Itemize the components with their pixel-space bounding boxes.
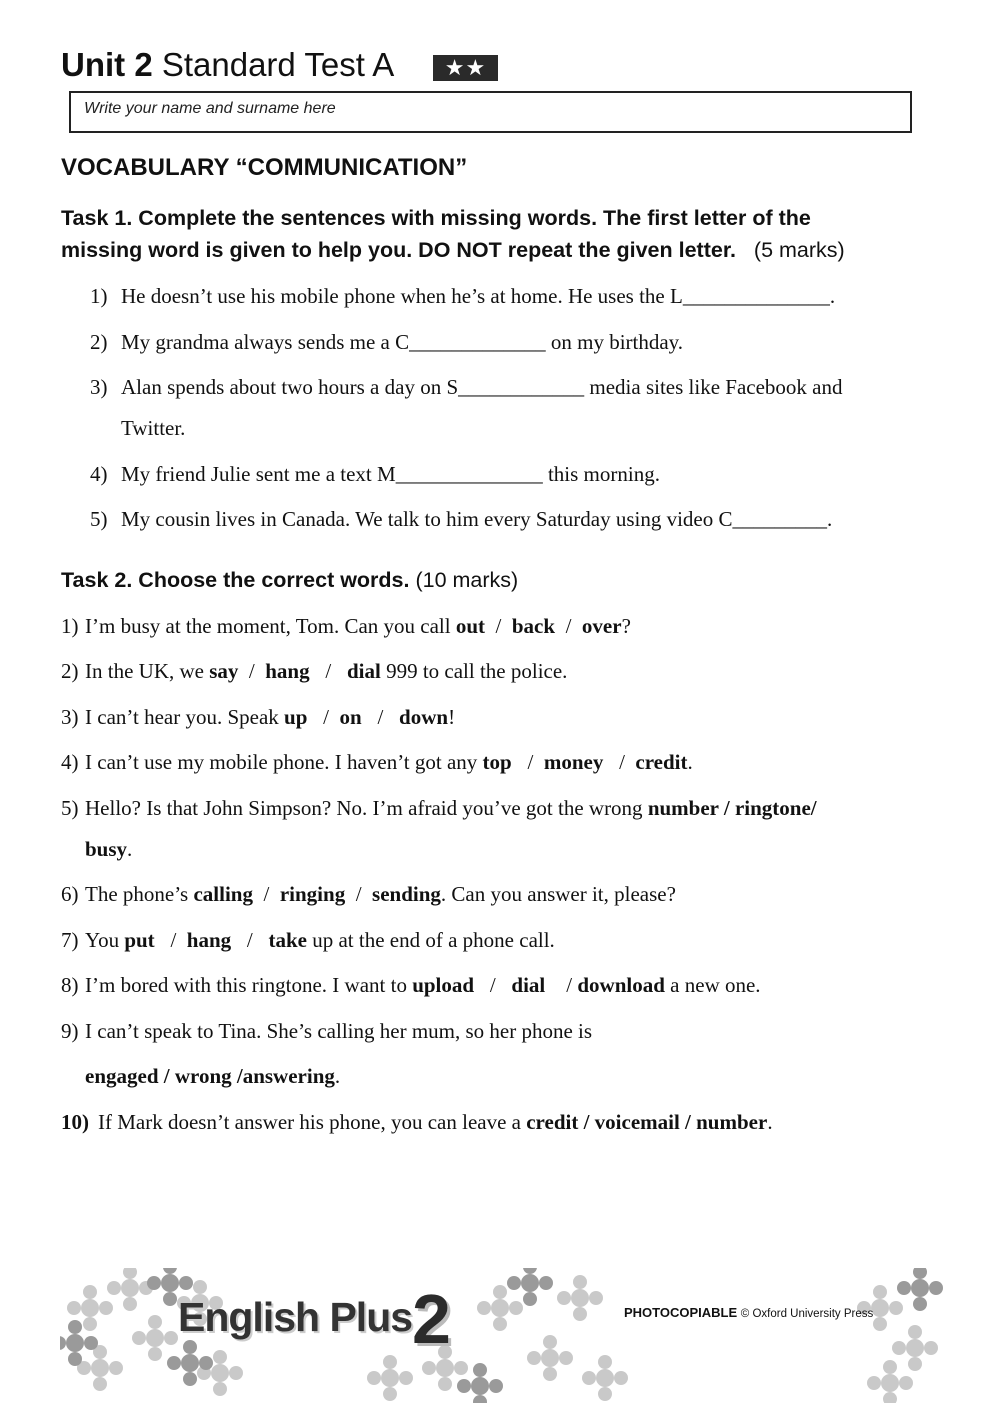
item-number: 7) xyxy=(61,928,79,952)
item-text-end: . xyxy=(767,1110,773,1134)
logo-level-number: 2 xyxy=(412,1280,451,1358)
option-1[interactable]: put xyxy=(124,928,155,952)
task1-item xyxy=(90,284,835,309)
option-1[interactable]: up xyxy=(284,705,308,729)
item-text: My friend Julie sent me a text M______________ this morning. xyxy=(121,462,660,486)
task2-item: 8) I’m bored with this ringtone. I want to upload / dial / download a new one. xyxy=(61,973,761,997)
task1-item xyxy=(90,375,842,400)
difficulty-stars-badge: ★★ xyxy=(433,55,498,81)
copyright-notice xyxy=(624,1305,873,1320)
section-title: VOCABULARY “COMMUNICATION” xyxy=(61,154,468,181)
item-text-end: . xyxy=(334,1064,341,1088)
item-number: 10) xyxy=(61,1110,89,1134)
task1-item xyxy=(90,330,683,355)
photocopiable-label: PHOTOCOPIABLE xyxy=(624,1305,738,1320)
item-number: 6) xyxy=(61,882,79,906)
item-text-end: . xyxy=(687,750,693,774)
item-number: 1) xyxy=(61,614,79,638)
task2-instruction-text: Task 2. Choose the correct words. xyxy=(61,568,410,592)
item-number: 3) xyxy=(90,375,108,399)
option-1[interactable]: out xyxy=(455,614,486,638)
option-1[interactable]: upload xyxy=(412,973,475,997)
task2-item xyxy=(61,796,817,821)
test-name: Standard Test A xyxy=(161,46,395,83)
task2-item: 1) I’m busy at the moment, Tom. Can you call out / back / over? xyxy=(61,614,631,638)
option-2[interactable]: ringing xyxy=(279,882,346,906)
option-2[interactable]: back xyxy=(511,614,556,638)
option-3[interactable]: credit xyxy=(635,750,688,774)
task2-item xyxy=(61,1019,592,1044)
option-2[interactable]: hang xyxy=(265,659,310,683)
task2-item: 4) I can’t use my mobile phone. I haven’t got any top / money / credit. xyxy=(61,750,693,774)
item-text-end: . Can you answer it, please? xyxy=(440,882,676,906)
option-2[interactable]: dial xyxy=(511,973,546,997)
option-3[interactable]: dial xyxy=(346,659,381,683)
item-text: The phone’s xyxy=(85,882,194,906)
item-text: My grandma always sends me a C_____________ on my birthday. xyxy=(121,330,684,354)
option-1[interactable]: calling xyxy=(193,882,253,906)
task2-instruction xyxy=(61,564,518,596)
task2-item: 6) The phone’s calling / ringing / sending. Can you answer it, please? xyxy=(61,882,676,906)
item-text: I’m busy at the moment, Tom. Can you call xyxy=(85,614,456,638)
task1-instruction-line1: Task 1. Complete the sentences with missing words. The first letter of the xyxy=(61,206,811,230)
item-text-end: up at the end of a phone call. xyxy=(306,928,555,952)
option-1[interactable]: top xyxy=(482,750,512,774)
item-number: 5) xyxy=(90,507,108,531)
options[interactable]: engaged / wrong /answering xyxy=(85,1064,335,1088)
options[interactable]: credit / voicemail / number xyxy=(526,1110,768,1134)
task1-item xyxy=(90,507,832,532)
item-text: You xyxy=(85,928,125,952)
publisher-label: © Oxford University Press xyxy=(740,1308,874,1320)
english-plus-logo: English Plus xyxy=(178,1294,413,1340)
item-number: 4) xyxy=(90,462,108,486)
item-text-end: a new one. xyxy=(664,973,761,997)
item-number: 8) xyxy=(61,973,79,997)
item-text: Hello? Is that John Simpson? No. I’m afraid you’ve got the wrong xyxy=(85,796,648,820)
item-text: I’m bored with this ringtone. I want to xyxy=(85,973,413,997)
item-text-end: . xyxy=(127,837,133,861)
item-number: 9) xyxy=(61,1019,79,1043)
item-number: 1) xyxy=(90,284,108,308)
task1-item-continuation: Twitter. xyxy=(121,416,186,440)
option-2[interactable]: money xyxy=(543,750,604,774)
item-text: He doesn’t use his mobile phone when he’s at home. He uses the L______________. xyxy=(121,284,836,308)
name-field[interactable] xyxy=(69,91,912,133)
option-2[interactable]: on xyxy=(339,705,362,729)
option-2[interactable]: hang xyxy=(186,928,232,952)
item-text: If Mark doesn’t answer his phone, you can leave a xyxy=(98,1110,527,1134)
option-3[interactable]: take xyxy=(268,928,307,952)
item-number: 5) xyxy=(61,796,79,820)
task2-item-continuation xyxy=(85,1064,340,1089)
item-text-end: ? xyxy=(621,614,631,638)
item-number: 2) xyxy=(61,659,79,683)
option-3[interactable]: busy xyxy=(85,837,128,861)
option-3[interactable]: sending xyxy=(372,882,441,906)
task2-item: 7) You put / hang / take up at the end of a phone call. xyxy=(61,928,555,952)
item-text: In the UK, we xyxy=(85,659,210,683)
item-text: Alan spends about two hours a day on S____________ media sites like Facebook and xyxy=(121,375,843,399)
task1-marks: (5 marks) xyxy=(753,238,845,262)
test-title xyxy=(61,46,394,84)
option-3[interactable]: down xyxy=(399,705,449,729)
name-field-prompt: Write your name and surname here xyxy=(84,100,336,117)
item-text: I can’t hear you. Speak xyxy=(85,705,285,729)
option-1[interactable]: say xyxy=(209,659,239,683)
task2-item: 2) In the UK, we say / hang / dial 999 to call the police. xyxy=(61,659,568,683)
task2-marks: (10 marks) xyxy=(415,568,519,592)
item-number: 3) xyxy=(61,705,79,729)
options[interactable]: number / ringtone/ xyxy=(647,796,817,820)
item-text: My cousin lives in Canada. We talk to him every Saturday using video C_________. xyxy=(121,507,833,531)
unit-label: Unit 2 xyxy=(61,46,153,83)
task1-instruction-line2 xyxy=(61,234,845,266)
item-number: 4) xyxy=(61,750,79,774)
task2-item-continuation xyxy=(85,837,132,862)
item-text-end: ! xyxy=(448,705,456,729)
option-3[interactable]: download xyxy=(577,973,665,997)
item-text: I can’t use my mobile phone. I haven’t got any xyxy=(85,750,483,774)
task2-item: 3) I can’t hear you. Speak up / on / down! xyxy=(61,705,456,729)
item-text-end: 999 to call the police. xyxy=(380,659,568,683)
task2-item xyxy=(61,1110,773,1135)
task1-item xyxy=(90,462,660,487)
item-text: I can’t speak to Tina. She’s calling her mum, so her phone is xyxy=(85,1019,593,1043)
item-number: 2) xyxy=(90,330,108,354)
option-3[interactable]: over xyxy=(581,614,622,638)
task1-instruction-text: missing word is given to help you. DO NOT repeat the given letter. xyxy=(61,238,736,262)
